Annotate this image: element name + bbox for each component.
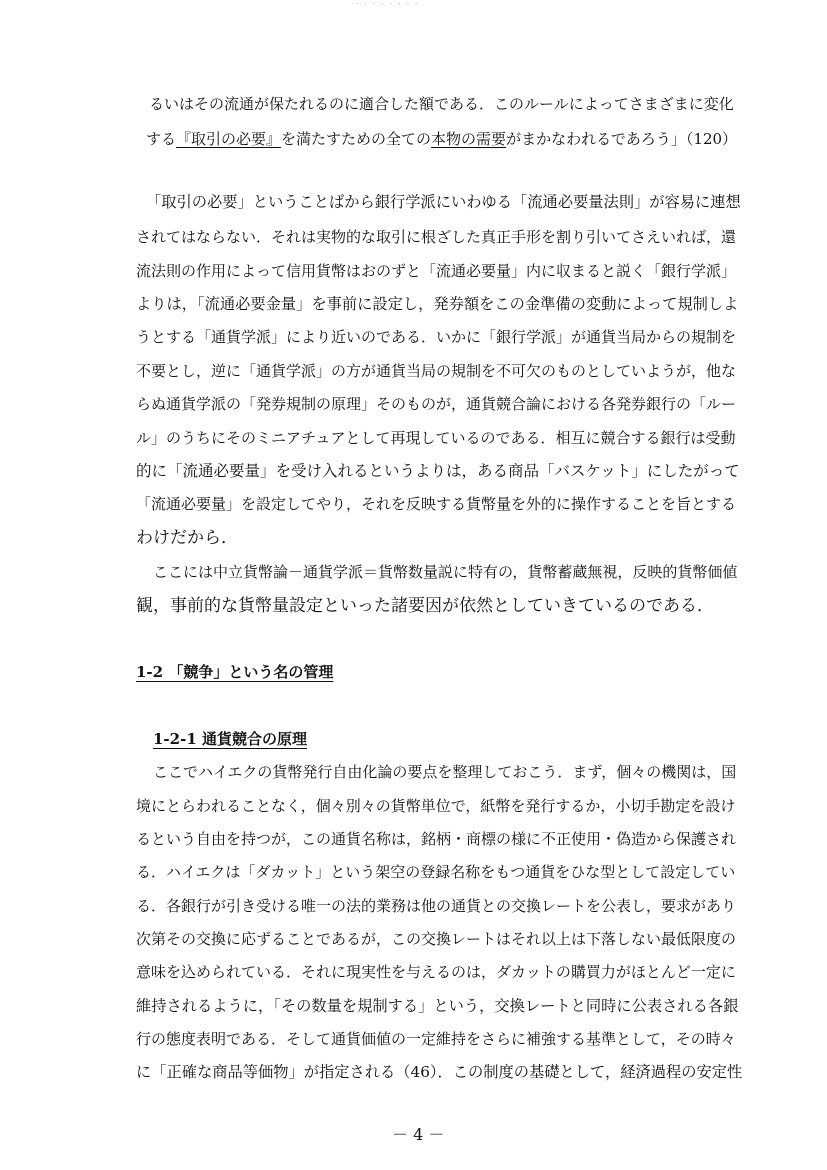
paragraph-3-line: る．ハイエクは「ダカット」という架空の登録名称をもつ通貨をひな型として設定してい: [136, 863, 736, 881]
paragraph-2-line: 観，事前的な貨幣量設定といった諸要因が依然としていきているのである．: [136, 596, 714, 616]
paragraph-1-line: 「流通必要量」を設定してやり，それを反映する貨幣量を外的に操作することを旨とする: [136, 495, 737, 513]
paragraph-3-line: 意味を込められている．それに現実性を与えるのは，ダカットの購買力がほとんど一定に: [136, 963, 736, 981]
paragraph-3-line: る．各銀行が引き受ける唯一の法的業務は他の通貨との交換レートを公表し，要求があり: [136, 897, 737, 915]
paragraph-1-line: 「取引の必要」ということばから銀行学派にいわゆる「流通必要量法則」が容易に連想: [146, 193, 741, 211]
page-number: － 4 －: [392, 1125, 445, 1144]
paragraph-1-line: ル」のうちにそのミニアチュアとして再現しているのである．相互に競合する銀行は受動: [136, 429, 736, 447]
paragraph-3-line: るという自由を持つが，この通貨名称は，銘柄・商標の様に不正使用・偽造から保護され: [136, 830, 737, 848]
paragraph-2-line: ここには中立貨幣論－通貨学派＝貨幣数量説に特有の，貨幣蓄蔵無視，反映的貨幣価値: [153, 563, 738, 581]
paragraph-1-line: 不要とし，逆に「通貨学派」の方が通貨当局の規制を不可欠のものとしていようが，他な: [136, 362, 737, 380]
paragraph-3-line: 次第その交換に応ずることであるが，この交換レートはそれ以上は下落しない最低限度の: [136, 930, 737, 948]
quote-text: がまかなわれるであろう」（120）: [506, 130, 738, 148]
paragraph-1-line: うとする「通貨学派」により近いのである．いかに「銀行学派」が通貨当局からの規制を: [136, 328, 737, 346]
paragraph-1-line: わけだから．: [136, 528, 238, 548]
section-heading: 1-2 「競争」という名の管理: [136, 663, 334, 681]
paragraph-1-line: 流法則の作用によって信用貨幣はおのずと「流通必要量」内に収まると説く「銀行学派」: [136, 262, 737, 280]
paragraph-3-line: 行の態度表明である．そして通貨価値の一定維持をさらに補強する基準として，その時々: [136, 1030, 736, 1048]
subsection-heading: 1-2-1 通貨競合の原理: [153, 730, 307, 748]
underlined-phrase: 本物の需要: [431, 130, 507, 148]
header-mark: · · · · · · · ·: [356, 0, 420, 8]
paragraph-3-line: 維持されるように，「その数量を規制する」という，交換レートと同時に公表される各銀: [136, 997, 739, 1015]
paragraph-1-line: らぬ通貨学派の「発券規制の原理」そのものが，通貨競合論における各発券銀行の「ルー: [136, 395, 737, 413]
underlined-phrase: 『取引の必要』: [176, 130, 282, 148]
paragraph-1-line: 的に「流通必要量」を受け入れるというよりは，ある商品「バスケット」にしたがって: [136, 462, 740, 480]
paragraph-3-line: に「正確な商品等価物」が指定される（46）．この制度の基礎として，経済過程の安定性: [136, 1063, 743, 1081]
quote-text: を満たすための全ての: [281, 130, 432, 148]
quote-text: する: [146, 130, 177, 148]
paragraph-3-line: 境にとらわれることなく，個々別々の貨幣単位で，紙幣を発行するか，小切手勘定を設け: [136, 797, 736, 815]
paragraph-1-line: よりは，「流通必要金量」を事前に設定し，発券額をこの金準備の変動によって規制しよ: [136, 295, 739, 313]
paragraph-1-line: されてはならない．それは実物的な取引に根ざした真正手形を割り引いてさえいれば，還: [136, 228, 737, 246]
quote-line-1: るいはその流通が保たれるのに適合した額である．このルールによってさまざまに変化: [149, 95, 734, 113]
paragraph-3-line: ここでハイエクの貨幣発行自由化論の要点を整理しておこう．まず，個々の機関は，国: [153, 763, 737, 781]
quote-line-2: [146, 129, 737, 149]
